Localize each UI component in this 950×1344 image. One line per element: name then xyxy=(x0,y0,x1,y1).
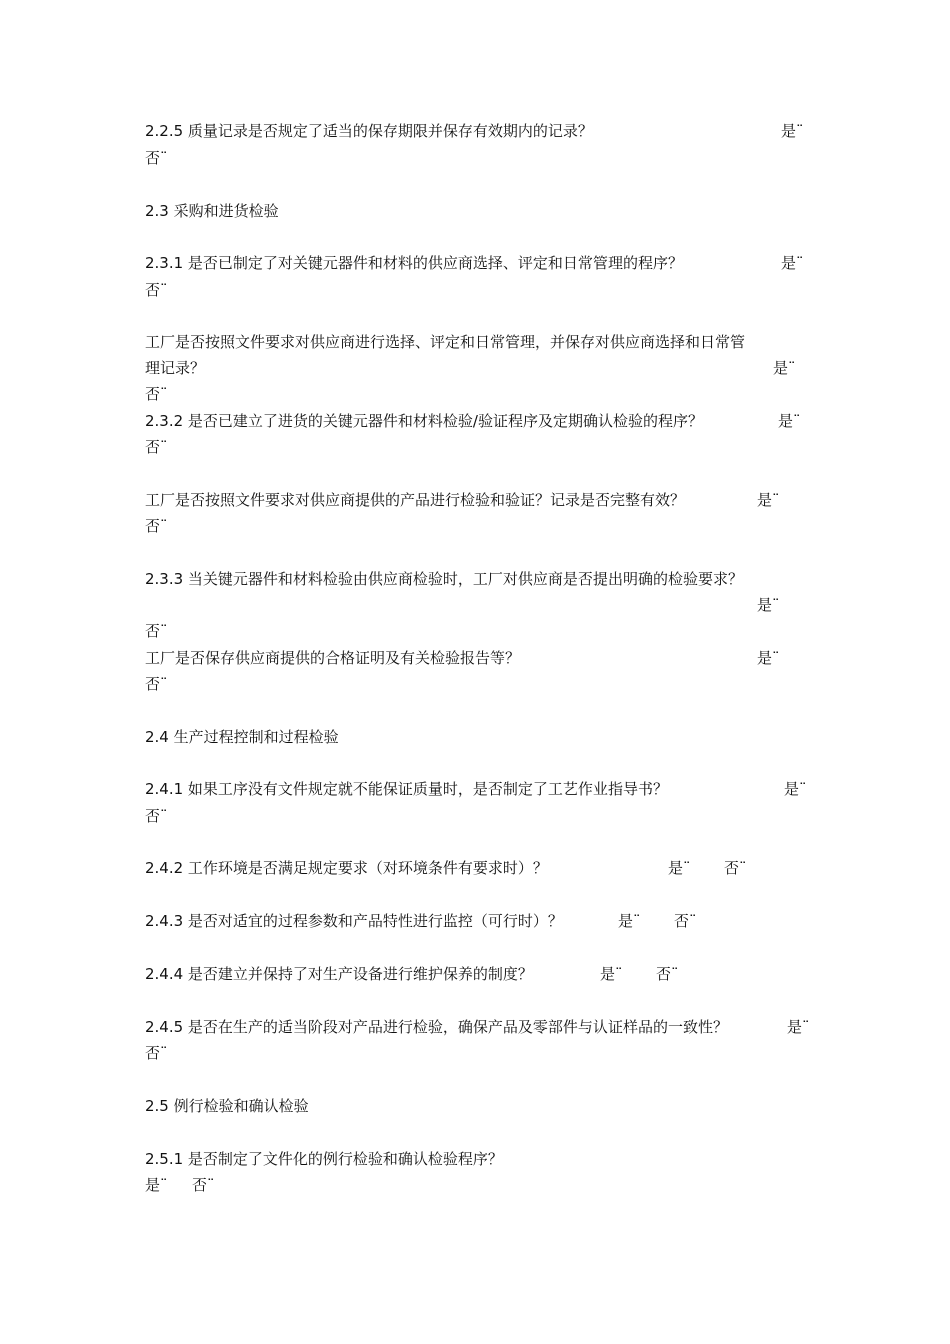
no-option[interactable]: 否¨ xyxy=(656,965,679,983)
no-option[interactable]: 否¨ xyxy=(145,385,168,403)
yes-option[interactable]: 是¨ xyxy=(784,780,807,798)
question-2-2-5: 2.2.5 质量记录是否规定了适当的保存期限并保存有效期内的记录？ xyxy=(145,122,593,140)
question-2-3-1: 2.3.1 是否已制定了对关键元器件和材料的供应商选择、评定和日常管理的程序？ xyxy=(145,254,683,272)
yes-option[interactable]: 是¨ xyxy=(757,596,780,614)
no-option[interactable]: 否¨ xyxy=(145,438,168,456)
yes-option[interactable]: 是¨ xyxy=(781,254,804,272)
no-option[interactable]: 否¨ xyxy=(145,517,168,535)
no-option[interactable]: 否¨ xyxy=(145,675,168,693)
yes-option[interactable]: 是¨ xyxy=(145,1176,168,1194)
question-2-4-2: 2.4.2 工作环境是否满足规定要求（对环境条件有要求时）？ xyxy=(145,859,548,877)
question-2-3-3-certificates: 工厂是否保存供应商提供的合格证明及有关检验报告等？ xyxy=(145,649,521,667)
section-heading-2-4: 2.4 生产过程控制和过程检验 xyxy=(145,728,339,746)
yes-option[interactable]: 是¨ xyxy=(600,965,623,983)
section-heading-2-3: 2.3 采购和进货检验 xyxy=(145,202,279,220)
no-option[interactable]: 否¨ xyxy=(674,912,697,930)
section-heading-2-5: 2.5 例行检验和确认检验 xyxy=(145,1097,309,1115)
question-2-4-1: 2.4.1 如果工序没有文件规定就不能保证质量时，是否制定了工艺作业指导书？ xyxy=(145,780,668,798)
no-option[interactable]: 否¨ xyxy=(145,149,168,167)
question-2-4-3: 2.4.3 是否对适宜的过程参数和产品特性进行监控（可行时）？ xyxy=(145,912,563,930)
yes-option[interactable]: 是¨ xyxy=(778,412,801,430)
no-option[interactable]: 否¨ xyxy=(145,622,168,640)
question-2-4-4: 2.4.4 是否建立并保持了对生产设备进行维护保养的制度？ xyxy=(145,965,533,983)
yes-option[interactable]: 是¨ xyxy=(781,122,804,140)
no-option[interactable]: 否¨ xyxy=(145,1044,168,1062)
no-option[interactable]: 否¨ xyxy=(724,859,747,877)
yes-option[interactable]: 是¨ xyxy=(757,491,780,509)
question-2-3-2: 2.3.2 是否已建立了进货的关键元器件和材料检验/验证程序及定期确认检验的程序？ xyxy=(145,412,703,430)
question-2-3-2-records: 工厂是否按照文件要求对供应商提供的产品进行检验和验证？记录是否完整有效？ xyxy=(145,491,686,509)
yes-option[interactable]: 是¨ xyxy=(757,649,780,667)
yes-option[interactable]: 是¨ xyxy=(787,1018,810,1036)
yes-option[interactable]: 是¨ xyxy=(773,359,796,377)
question-2-5-1: 2.5.1 是否制定了文件化的例行检验和确认检验程序？ xyxy=(145,1150,503,1168)
question-2-3-1-supplier-line1: 工厂是否按照文件要求对供应商进行选择、评定和日常管理，并保存对供应商选择和日常管 xyxy=(145,333,746,351)
question-2-4-5: 2.4.5 是否在生产的适当阶段对产品进行检验，确保产品及零部件与认证样品的一致性？ xyxy=(145,1018,728,1036)
no-option[interactable]: 否¨ xyxy=(145,807,168,825)
no-option[interactable]: 否¨ xyxy=(192,1176,215,1194)
yes-option[interactable]: 是¨ xyxy=(618,912,641,930)
question-2-3-1-supplier-line2: 理记录？ xyxy=(145,359,206,377)
no-option[interactable]: 否¨ xyxy=(145,281,168,299)
yes-option[interactable]: 是¨ xyxy=(668,859,691,877)
question-2-3-3: 2.3.3 当关键元器件和材料检验由供应商检验时，工厂对供应商是否提出明确的检验要求？ xyxy=(145,570,743,588)
